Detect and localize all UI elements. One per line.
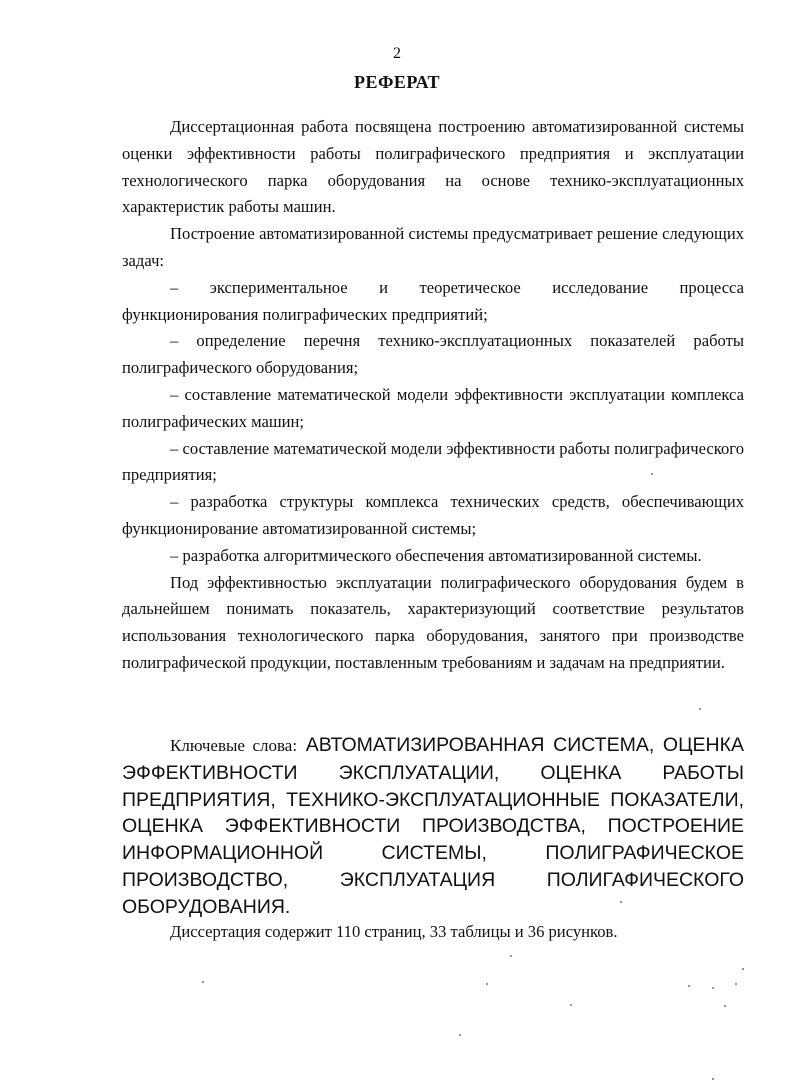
tasks-intro-paragraph: Построение автоматизированной системы предусматривает решение следующих задач:: [122, 224, 744, 270]
scan-speck: [651, 473, 653, 475]
scan-speck: [712, 1078, 714, 1080]
scan-speck: [570, 1004, 572, 1006]
scan-speck: [742, 968, 744, 970]
scan-speck: [699, 708, 701, 710]
task-item: – определение перечня технико-эксплуатационных показателей работы полиграфического оборудования;: [122, 331, 744, 378]
task-item: – разработка структуры комплекса технических средств, обеспечивающих функционирование автоматизированной системы;: [122, 492, 744, 538]
keywords-block: [122, 732, 744, 921]
task-item: – экспериментальное и теоретическое исследование процесса функционирования полиграфических предприятий;: [122, 277, 744, 324]
scan-speck: [510, 955, 512, 957]
keywords-label: Ключевые слова:: [170, 736, 298, 755]
task-item: – составление математической модели эффективности работы полиграфического предприятия;: [122, 438, 744, 485]
summary-line: Диссертация содержит 110 страниц, 33 таблицы и 36 рисунков.: [170, 922, 618, 941]
scan-speck: [712, 987, 714, 989]
scan-speck: [620, 901, 622, 903]
scan-speck: [486, 983, 488, 985]
abstract-body: [122, 114, 744, 677]
intro-paragraph: Диссертационная работа посвящена построению автоматизированной системы оценки эффективности работы полиграфического предприятия и эксплуатации технологического парка оборудования на основе технико-эксплуатационных характеристик работы машин.: [122, 117, 744, 217]
definition-paragraph: Под эффективностью эксплуатации полиграфического оборудования будем в дальнейшем понимать показатель, характеризующий соответствие результатов использования технологического парка оборудования, занятого при производстве полиграфической продукции, поставленным требованиям и задачам на предприятии.: [122, 572, 744, 672]
keywords-text: АВТОМАТИЗИРОВАННАЯ СИСТЕМА, ОЦЕНКА ЭФФЕКТИВНОСТИ ЭКСПЛУАТАЦИИ, ОЦЕНКА РАБОТЫ ПРЕДПРИЯТИЯ, ТЕХНИКО-ЭКСПЛУАТАЦИОННЫЕ ПОКАЗАТЕЛИ, ОЦЕНКА ЭФФЕКТИВНОСТИ ПРОИЗВОДСТВА, ПОСТРОЕНИЕ ИНФОРМАЦИОННОЙ СИСТЕМЫ, ПОЛИГРАФИЧЕСКОЕ ПРОИЗВОДСТВО, ЭКСПЛУАТАЦИЯ ПОЛИГАФИЧЕСКОГО ОБОРУДОВАНИЯ.: [122, 734, 744, 918]
scan-speck: [688, 985, 690, 987]
task-item: – разработка алгоритмического обеспечения автоматизированной системы.: [170, 545, 702, 565]
scan-speck: [724, 1005, 726, 1007]
task-item: – составление математической модели эффективности эксплуатации комплекса полиграфических машин;: [122, 384, 744, 431]
keywords-paragraph: [122, 732, 744, 921]
page-number: 2: [393, 45, 401, 62]
scan-speck: [735, 983, 737, 985]
scan-speck: [202, 981, 204, 983]
page-title: РЕФЕРАТ: [353, 72, 441, 92]
scan-speck: [459, 1034, 461, 1036]
